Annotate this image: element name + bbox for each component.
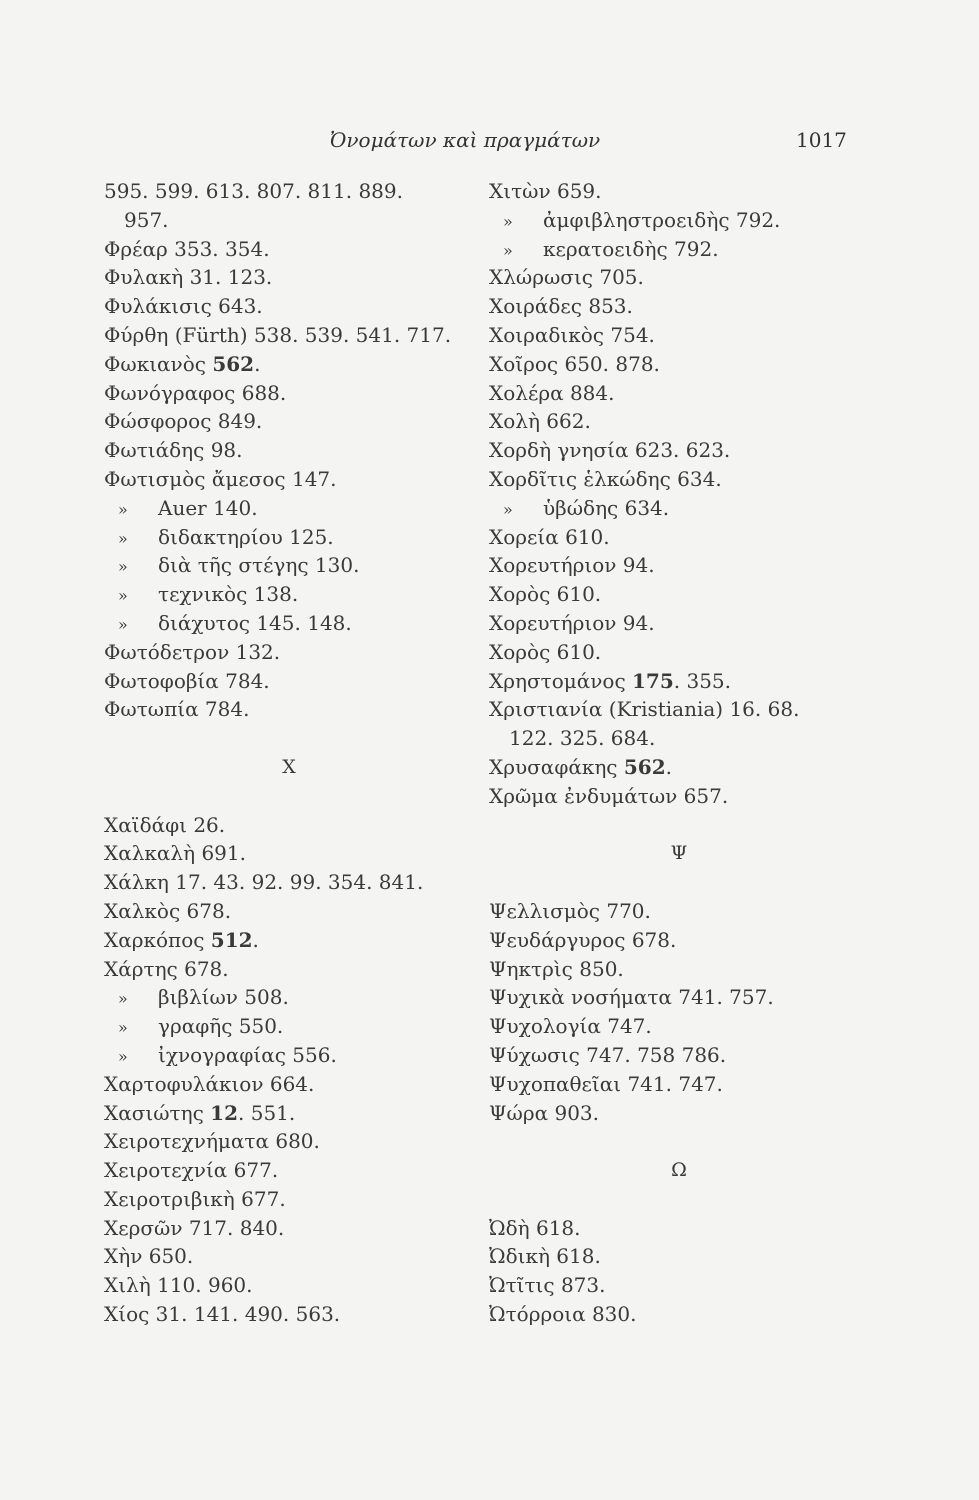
index-entry	[489, 580, 869, 609]
index-subentry	[104, 551, 474, 580]
ditto-mark: »	[118, 1046, 128, 1066]
index-entry	[489, 1300, 869, 1329]
index-entry	[489, 1242, 869, 1271]
index-entry	[104, 321, 474, 350]
entry-text: Ὠτῖτις 873.	[489, 1273, 606, 1298]
entry-text: Ψηκτρὶς 850.	[489, 956, 624, 981]
index-entry	[489, 350, 869, 379]
index-entry	[489, 1041, 869, 1070]
entry-text: Χριστιανία (Kristiania) 16. 68.	[489, 697, 800, 722]
index-entry	[104, 926, 474, 955]
index-entry	[489, 1070, 869, 1099]
index-subentry	[104, 494, 474, 523]
ditto-mark: »	[118, 1018, 128, 1038]
blank-line	[489, 868, 869, 897]
bold-page-ref: 12	[210, 1100, 238, 1125]
entry-text: Χερσῶν 717. 840.	[104, 1215, 285, 1240]
entry-text: Χρῶμα ἐνδυμάτων 657.	[489, 783, 729, 808]
ditto-mark: »	[503, 211, 513, 231]
index-entry	[104, 1214, 474, 1243]
index-entry	[489, 609, 869, 638]
bold-page-ref: 562	[623, 754, 666, 779]
index-entry	[104, 897, 474, 926]
index-column-right	[489, 177, 869, 1329]
subentry-text: τεχνικὸς 138.	[158, 582, 299, 607]
index-entry	[489, 407, 869, 436]
entry-text: Ψυχοπαθεῖαι 741. 747.	[489, 1071, 723, 1096]
index-entry	[104, 263, 474, 292]
entry-text: Χασιώτης	[104, 1100, 211, 1125]
entry-text: Χαϊδάφι 26.	[104, 812, 226, 837]
subentry-text: διάχυτος 145. 148.	[158, 610, 352, 635]
blank-line	[489, 811, 869, 840]
index-entry	[489, 263, 869, 292]
entry-text: Χρηστομάνος	[489, 668, 632, 693]
blank-line	[489, 1127, 869, 1156]
index-entry	[489, 667, 869, 696]
index-entry	[104, 667, 474, 696]
entry-suffix: .	[665, 754, 672, 779]
entry-text: Φωτωπία 784.	[104, 697, 250, 722]
entry-suffix: .	[254, 351, 261, 376]
index-entry	[104, 350, 474, 379]
index-entry	[104, 955, 474, 984]
index-entry	[104, 1185, 474, 1214]
running-title: Ὀνομάτων καὶ πραγμάτων	[330, 128, 601, 152]
subentry-text: βιβλίων 508.	[158, 985, 289, 1010]
entry-text: Ψευδάργυρος 678.	[489, 927, 677, 952]
index-entry	[489, 551, 869, 580]
index-entry	[489, 695, 869, 724]
index-subentry	[104, 983, 474, 1012]
index-entry	[104, 177, 474, 206]
index-subentry	[104, 1012, 474, 1041]
subentry-text: διὰ τῆς στέγης 130.	[158, 553, 360, 578]
entry-text: Χαρκόπος	[104, 927, 211, 952]
entry-text: Ὠδικὴ 618.	[489, 1244, 601, 1269]
entry-text: Χορευτήριον 94.	[489, 553, 655, 578]
index-column-left	[104, 177, 474, 1329]
ditto-mark: »	[118, 528, 128, 548]
entry-text: Χρυσαφάκης	[489, 754, 624, 779]
entry-text: Χλώρωσις 705.	[489, 265, 644, 290]
index-entry	[489, 1271, 869, 1300]
entry-text: Φυλάκισις 643.	[104, 294, 263, 319]
subentry-text: ἀμφιβληστροειδὴς 792.	[543, 207, 781, 232]
entry-text: Χορευτήριον 94.	[489, 610, 655, 635]
entry-text: Φυλακὴ 31. 123.	[104, 265, 273, 290]
index-entry	[104, 465, 474, 494]
entry-text: Χορδῖτις ἑλκώδης 634.	[489, 466, 722, 491]
ditto-mark: »	[118, 499, 128, 519]
entry-text: Φωτοφοβία 784.	[104, 668, 270, 693]
entry-text: Χορὸς 610.	[489, 582, 602, 607]
ditto-mark: »	[503, 240, 513, 260]
index-entry	[489, 926, 869, 955]
index-entry	[489, 465, 869, 494]
entry-text: Χορδὴ γνησία 623. 623.	[489, 438, 731, 463]
index-entry	[104, 1156, 474, 1185]
bold-page-ref: 562	[212, 351, 255, 376]
subentry-text: ὑβώδης 634.	[543, 495, 670, 520]
page-number: 1017	[796, 128, 847, 152]
ditto-mark: »	[118, 557, 128, 577]
index-subentry	[104, 1041, 474, 1070]
index-entry	[104, 1271, 474, 1300]
entry-text: Χιτὼν 659.	[489, 179, 602, 203]
entry-text: Φύρθη (Fürth) 538. 539. 541. 717.	[104, 322, 452, 347]
blank-line	[489, 1185, 869, 1214]
subentry-text: κερατοειδὴς 792.	[543, 236, 719, 261]
index-entry	[104, 839, 474, 868]
entry-text: Φωνόγραφος 688.	[104, 380, 287, 405]
index-subentry	[489, 494, 869, 523]
index-entry	[104, 1127, 474, 1156]
index-entry	[489, 638, 869, 667]
entry-text: Ὠδὴ 618.	[489, 1215, 581, 1240]
entry-text: Χορεία 610.	[489, 524, 610, 549]
entry-text: Χειροτεχνία 677.	[104, 1158, 279, 1183]
index-entry	[104, 1099, 474, 1128]
index-entry	[489, 782, 869, 811]
entry-text: 122. 325. 684.	[509, 726, 656, 751]
entry-text: Χαλκὸς 678.	[104, 898, 232, 923]
index-entry	[104, 1242, 474, 1271]
bold-page-ref: 512	[210, 927, 253, 952]
index-entry	[489, 983, 869, 1012]
entry-text: Χοῖρος 650. 878.	[489, 351, 660, 376]
ditto-mark: »	[118, 614, 128, 634]
ditto-mark: »	[503, 499, 513, 519]
entry-text: Χαλκαλὴ 691.	[104, 841, 246, 866]
index-entry	[104, 407, 474, 436]
subentry-text: γραφῆς 550.	[158, 1014, 284, 1039]
index-entry	[104, 436, 474, 465]
entry-text: Ὠτόρροια 830.	[489, 1302, 637, 1327]
letter-heading: Ω	[671, 1159, 687, 1182]
index-entry-continuation	[104, 206, 474, 235]
index-entry	[489, 177, 869, 206]
index-entry	[489, 1012, 869, 1041]
index-entry	[489, 753, 869, 782]
ditto-mark: »	[118, 586, 128, 606]
index-subentry	[104, 523, 474, 552]
entry-text: 595. 599. 613. 807. 811. 889.	[104, 179, 403, 203]
index-entry	[489, 1099, 869, 1128]
index-subentry	[489, 206, 869, 235]
entry-text: Φωκιανὸς	[104, 351, 213, 376]
index-entry	[489, 897, 869, 926]
index-entry	[104, 1300, 474, 1329]
entry-text: Χορὸς 610.	[489, 639, 602, 664]
index-entry	[489, 1214, 869, 1243]
blank-line	[104, 782, 474, 811]
index-subentry	[104, 580, 474, 609]
subentry-text: Auer 140.	[158, 495, 258, 520]
index-subentry	[489, 235, 869, 264]
entry-text: Χιλὴ 110. 960.	[104, 1273, 253, 1298]
entry-text: Ψυχολογία 747.	[489, 1014, 652, 1039]
entry-text: Χολὴ 662.	[489, 409, 591, 434]
entry-text: 957.	[124, 207, 169, 232]
entry-text: Ψυχικὰ νοσήματα 741. 757.	[489, 985, 774, 1010]
entry-text: Χίος 31. 141. 490. 563.	[104, 1302, 341, 1327]
index-entry	[489, 523, 869, 552]
entry-text: Ψώρα 903.	[489, 1100, 599, 1125]
entry-text: Φωτισμὸς ἄμεσος 147.	[104, 466, 337, 491]
index-entry	[104, 638, 474, 667]
entry-text: Ψύχωσις 747. 758 786.	[489, 1042, 727, 1067]
index-entry	[104, 292, 474, 321]
index-entry	[104, 235, 474, 264]
entry-text: Χειροτριβικὴ 677.	[104, 1186, 286, 1211]
page-header	[0, 128, 979, 158]
entry-text: Χοιραδικὸς 754.	[489, 322, 655, 347]
index-entry	[489, 292, 869, 321]
index-entry	[104, 1070, 474, 1099]
ditto-mark: »	[118, 989, 128, 1009]
entry-text: Ψελλισμὸς 770.	[489, 898, 651, 923]
entry-suffix: .	[252, 927, 259, 952]
entry-text: Φωτόδετρον 132.	[104, 639, 281, 664]
index-entry	[104, 868, 474, 897]
entry-text: Χάρτης 678.	[104, 956, 229, 981]
entry-text: Χοιράδες 853.	[489, 294, 633, 319]
entry-text: Χολέρα 884.	[489, 380, 615, 405]
bold-page-ref: 175	[632, 668, 674, 693]
index-entry-continuation	[489, 724, 869, 753]
entry-text: Χάλκη 17. 43. 92. 99. 354. 841.	[104, 870, 424, 895]
entry-text: Χειροτεχνήματα 680.	[104, 1129, 320, 1154]
entry-suffix: . 355.	[673, 668, 731, 693]
index-subentry	[104, 609, 474, 638]
entry-text: Φωτιάδης 98.	[104, 438, 243, 463]
blank-line	[104, 724, 474, 753]
entry-text: Φώσφορος 849.	[104, 409, 263, 434]
subentry-text: ἰχνογραφίας 556.	[158, 1042, 337, 1067]
subentry-text: διδακτηρίου 125.	[158, 524, 334, 549]
entry-text: Χαρτοφυλάκιον 664.	[104, 1071, 315, 1096]
letter-heading: Ψ	[670, 842, 688, 865]
entry-text: Φρέαρ 353. 354.	[104, 236, 270, 261]
entry-text: Χὴν 650.	[104, 1244, 194, 1269]
index-entry	[104, 379, 474, 408]
index-entry	[489, 321, 869, 350]
index-entry	[104, 811, 474, 840]
entry-suffix: . 551.	[238, 1100, 296, 1125]
letter-heading: X	[282, 755, 296, 778]
index-entry	[489, 955, 869, 984]
index-entry	[104, 695, 474, 724]
index-entry	[489, 379, 869, 408]
index-entry	[489, 436, 869, 465]
